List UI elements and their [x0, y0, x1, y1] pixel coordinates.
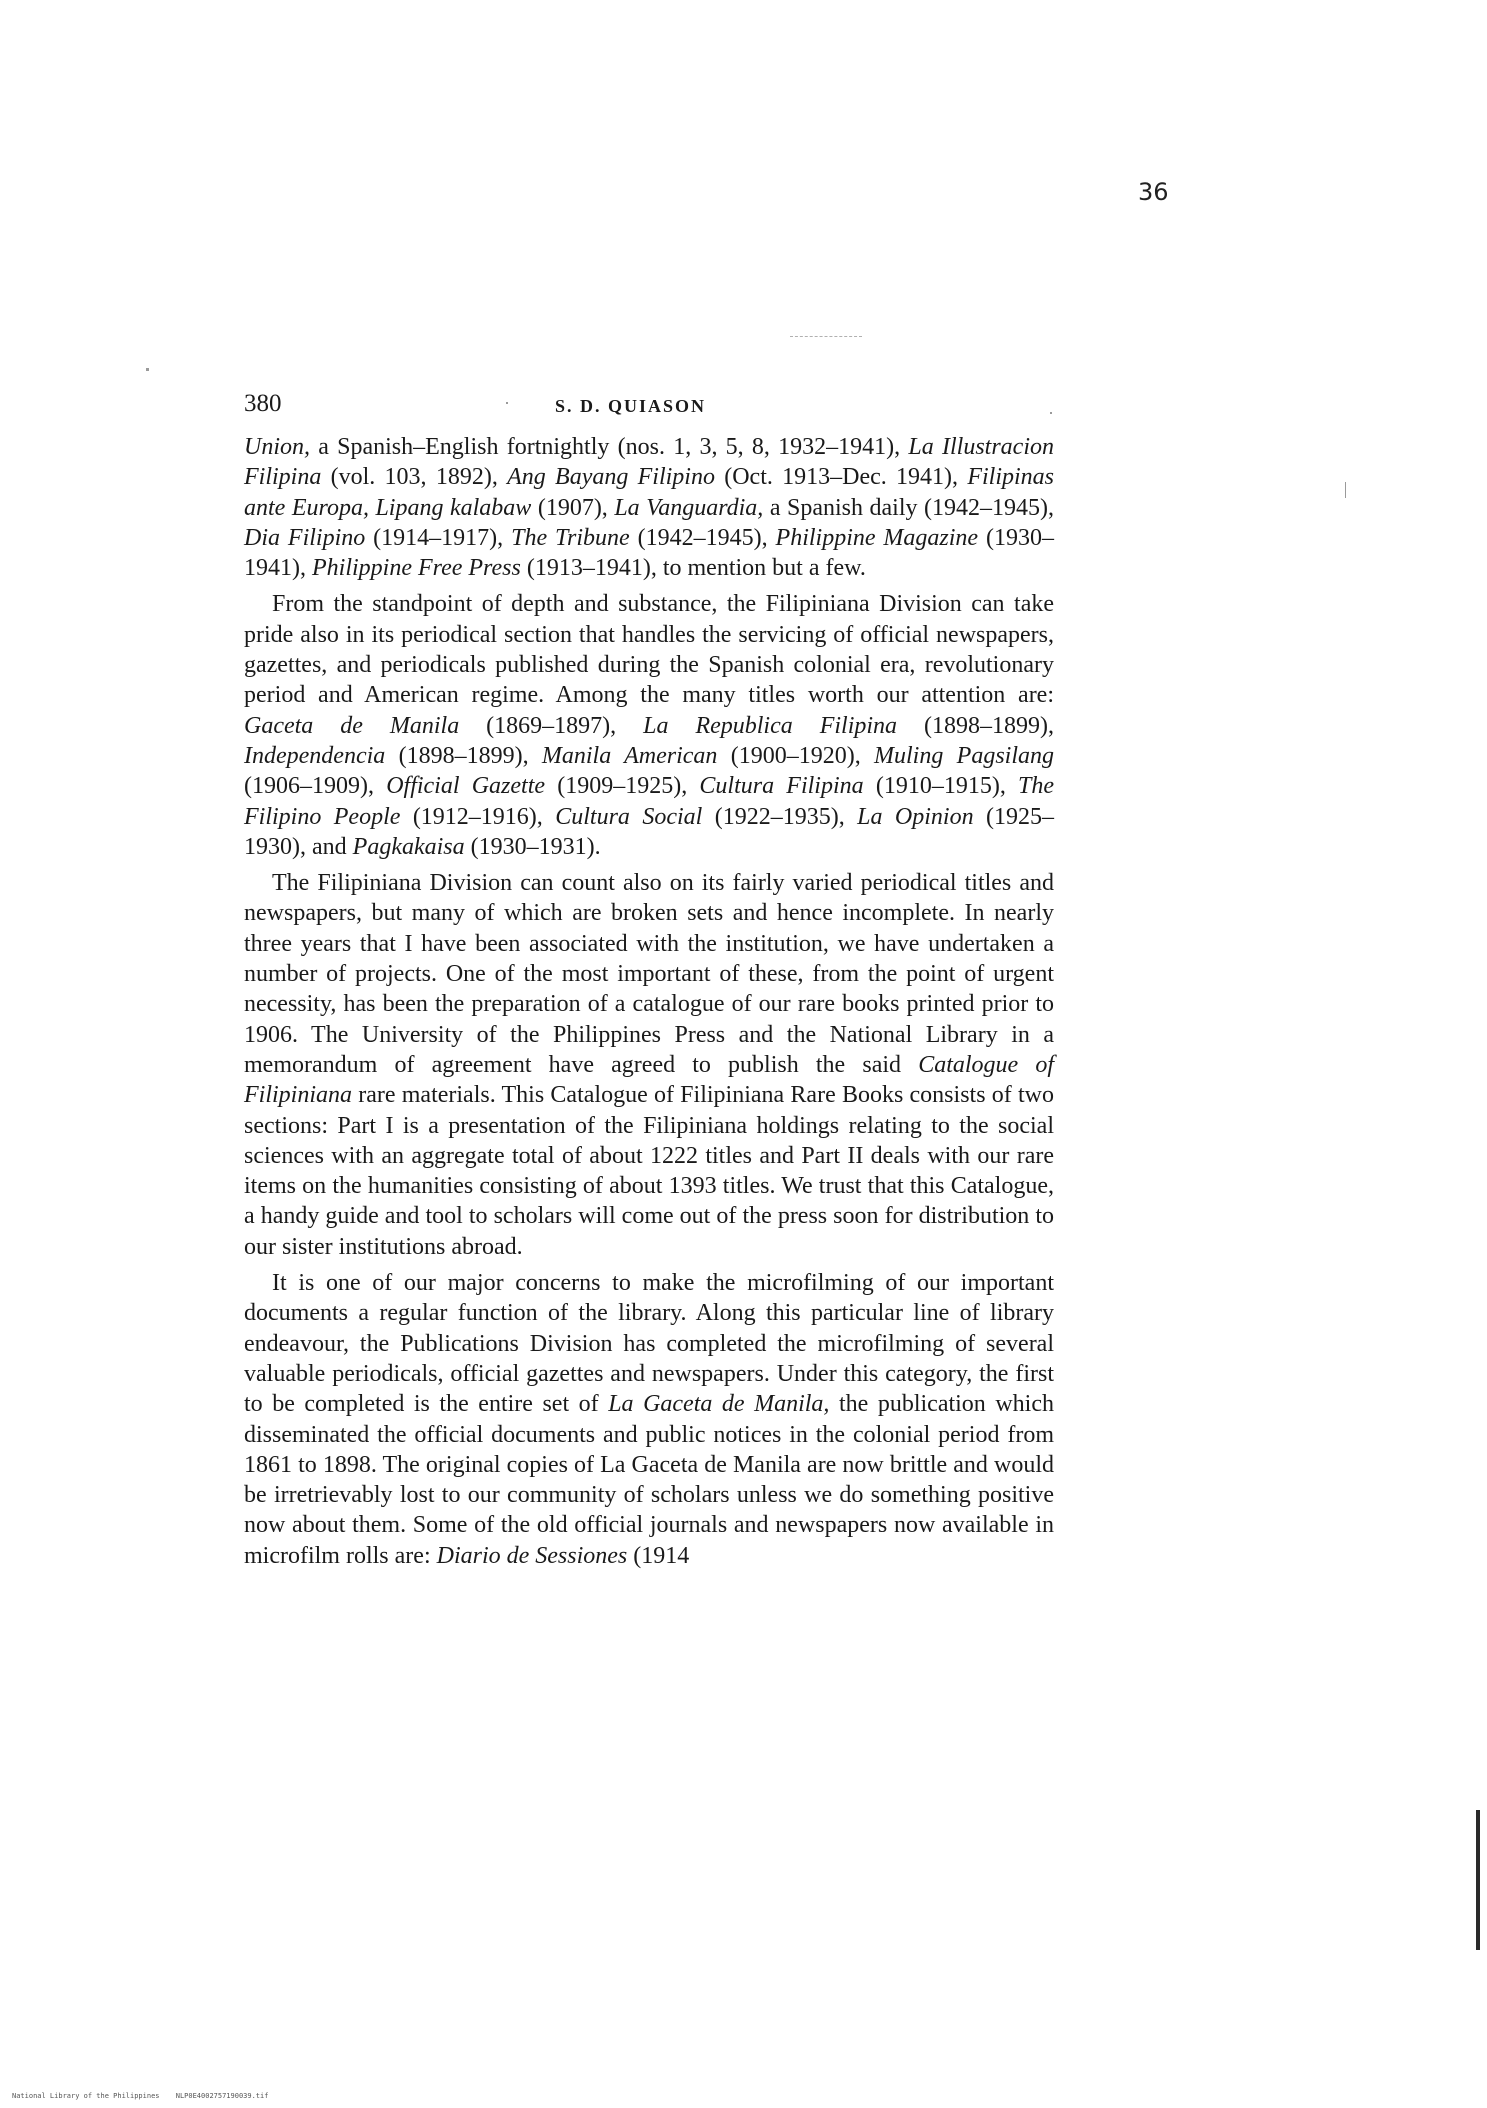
italic-title: Official Gazette — [386, 773, 546, 800]
text-run: (1942–1945), — [629, 524, 776, 551]
text-run: The Filipiniana Division can count also on its fairly varied periodical titles and newspapers, but many of which are broken sets and hence incomplete. In nearly three years that I have been associated with the institution, we have undertaken a number of projects. One of the most important of these, from the point of urgent necessity, has been the preparation of a catalogue of our rare books printed prior to 1906. The University of the Philippines Press and the National Library in a memorandum of agreement have agreed to publish the said — [244, 870, 1054, 1078]
scan-footer — [0, 2092, 1487, 2100]
text-run: (1869–1897), — [459, 712, 644, 739]
scan-page-number: 36 — [1138, 178, 1169, 206]
text-run: (1898–1899), — [385, 742, 542, 769]
italic-title: La Illustracion Filipina — [244, 434, 1054, 491]
italic-title: Ang Bayang Filipino — [507, 464, 715, 491]
footer-file-id: NLP0E4002757190039.tif — [175, 2092, 269, 2100]
paragraph — [244, 868, 1054, 1262]
scan-speck — [146, 368, 149, 371]
italic-title: The Tribune — [511, 524, 630, 551]
scan-smudge-line — [790, 336, 862, 337]
text-run: a Spanish daily (1942–1945), — [763, 494, 1054, 521]
italic-title: La Opinion — [857, 803, 974, 830]
text-run: rare materials. This Catalogue of Filipiniana Rare Books consists of two sections: Part I is a presentation of the Filipiniana holdings relating to the social sciences with an aggregate total of about 1222 titles and Part II deals with our rare items on the humanities consisting of about 1393 titles. We trust that this Catalogue, a handy guide and tool to scholars will come out of the press soon for distribution to our sister institutions abroad. — [244, 1082, 1054, 1260]
scan-edge-bar — [1476, 1810, 1480, 1950]
italic-title: La Gaceta de Manila, — [608, 1391, 830, 1418]
italic-title: La Vanguardia, — [614, 494, 764, 521]
paragraph — [244, 432, 1054, 583]
scan-speck — [1345, 482, 1346, 498]
italic-title: Diario de Sessiones — [436, 1542, 628, 1569]
footer-library: National Library of the Philippines — [12, 2092, 160, 2100]
text-run: (1910–1915), — [863, 773, 1019, 800]
text-run: (1914–1917), — [365, 524, 512, 551]
italic-title: Manila American — [541, 742, 718, 769]
italic-title: La Republica Filipina — [643, 712, 898, 739]
text-run: (1922–1935), — [702, 803, 858, 830]
text-run: a Spanish–English fortnightly (nos. 1, 3, 5, 8, 1932–1941), — [310, 434, 909, 460]
text-run: (vol. 103, 1892), — [321, 464, 508, 491]
italic-title: Pagkakaisa — [352, 833, 465, 860]
text-run: (1912–1916), — [400, 803, 556, 830]
body-text — [244, 432, 1054, 1577]
text-run: (1898–1899), — [897, 712, 1055, 739]
text-run: (1909–1925), — [545, 773, 700, 800]
italic-title: Dia Filipino — [244, 524, 366, 551]
italic-title: Philippine Free Press — [312, 555, 521, 582]
text-run: (Oct. 1913–Dec. 1941), — [714, 464, 968, 491]
italic-title: Independencia — [244, 742, 386, 769]
italic-title: Catalogue of Filipiniana — [244, 1051, 1055, 1109]
italic-title: Gaceta de Manila — [244, 712, 460, 739]
text-run: (1930–1931). — [464, 833, 601, 860]
italic-title: Cultura Social — [555, 803, 703, 830]
book-header — [244, 390, 1054, 426]
book-page-number: 380 — [244, 390, 282, 417]
text-run: It is one of our major concerns to make the microfilming of our important documents a regular function of the library. Along this particular line of library endeavour, the Publications Division has completed the microfilming of several valuable periodicals, official gazettes and newspapers. Under this category, the first to be completed is the entire set of — [244, 1270, 1054, 1418]
text-run: (1906–1909), — [244, 773, 387, 800]
text-run: (1900–1920), — [717, 742, 875, 769]
italic-title: Philippine Magazine — [775, 524, 979, 551]
text-run: (1914 — [627, 1542, 690, 1569]
text-run: (1925–1930), and — [244, 803, 1054, 860]
text-run: (1930–1941), — [244, 524, 1055, 582]
paragraph — [244, 589, 1054, 862]
italic-title: Union, — [244, 434, 310, 460]
running-head: S. D. QUIASON — [555, 396, 707, 416]
italic-title: Filipinas ante Europa, Lipang kalabaw — [244, 464, 1054, 521]
paragraph — [244, 1268, 1054, 1571]
text-run: (1907), — [531, 494, 615, 521]
italic-title: Muling Pagsilang — [874, 742, 1054, 769]
italic-title: Cultura Filipina — [699, 773, 864, 800]
text-run: (1913–1941), to mention but a few. — [520, 555, 866, 582]
text-run: the publication which disseminated the official documents and public notices in the colonial period from 1861 to 1898. The original copies of La Gaceta de Manila are now brittle and would be irretrievably lost to our community of scholars unless we do something positive now about them. Some of the old official journals and newspapers now available in microfilm rolls are: — [244, 1391, 1054, 1569]
italic-title: The Filipino People — [244, 773, 1055, 830]
text-run: From the standpoint of depth and substance, the Filipiniana Division can take pride also in its periodical section that handles the servicing of official newspapers, gazettes, and periodicals published during the Spanish colonial era, revolutionary period and American regime. Among the many titles worth our attention are: — [244, 591, 1054, 709]
